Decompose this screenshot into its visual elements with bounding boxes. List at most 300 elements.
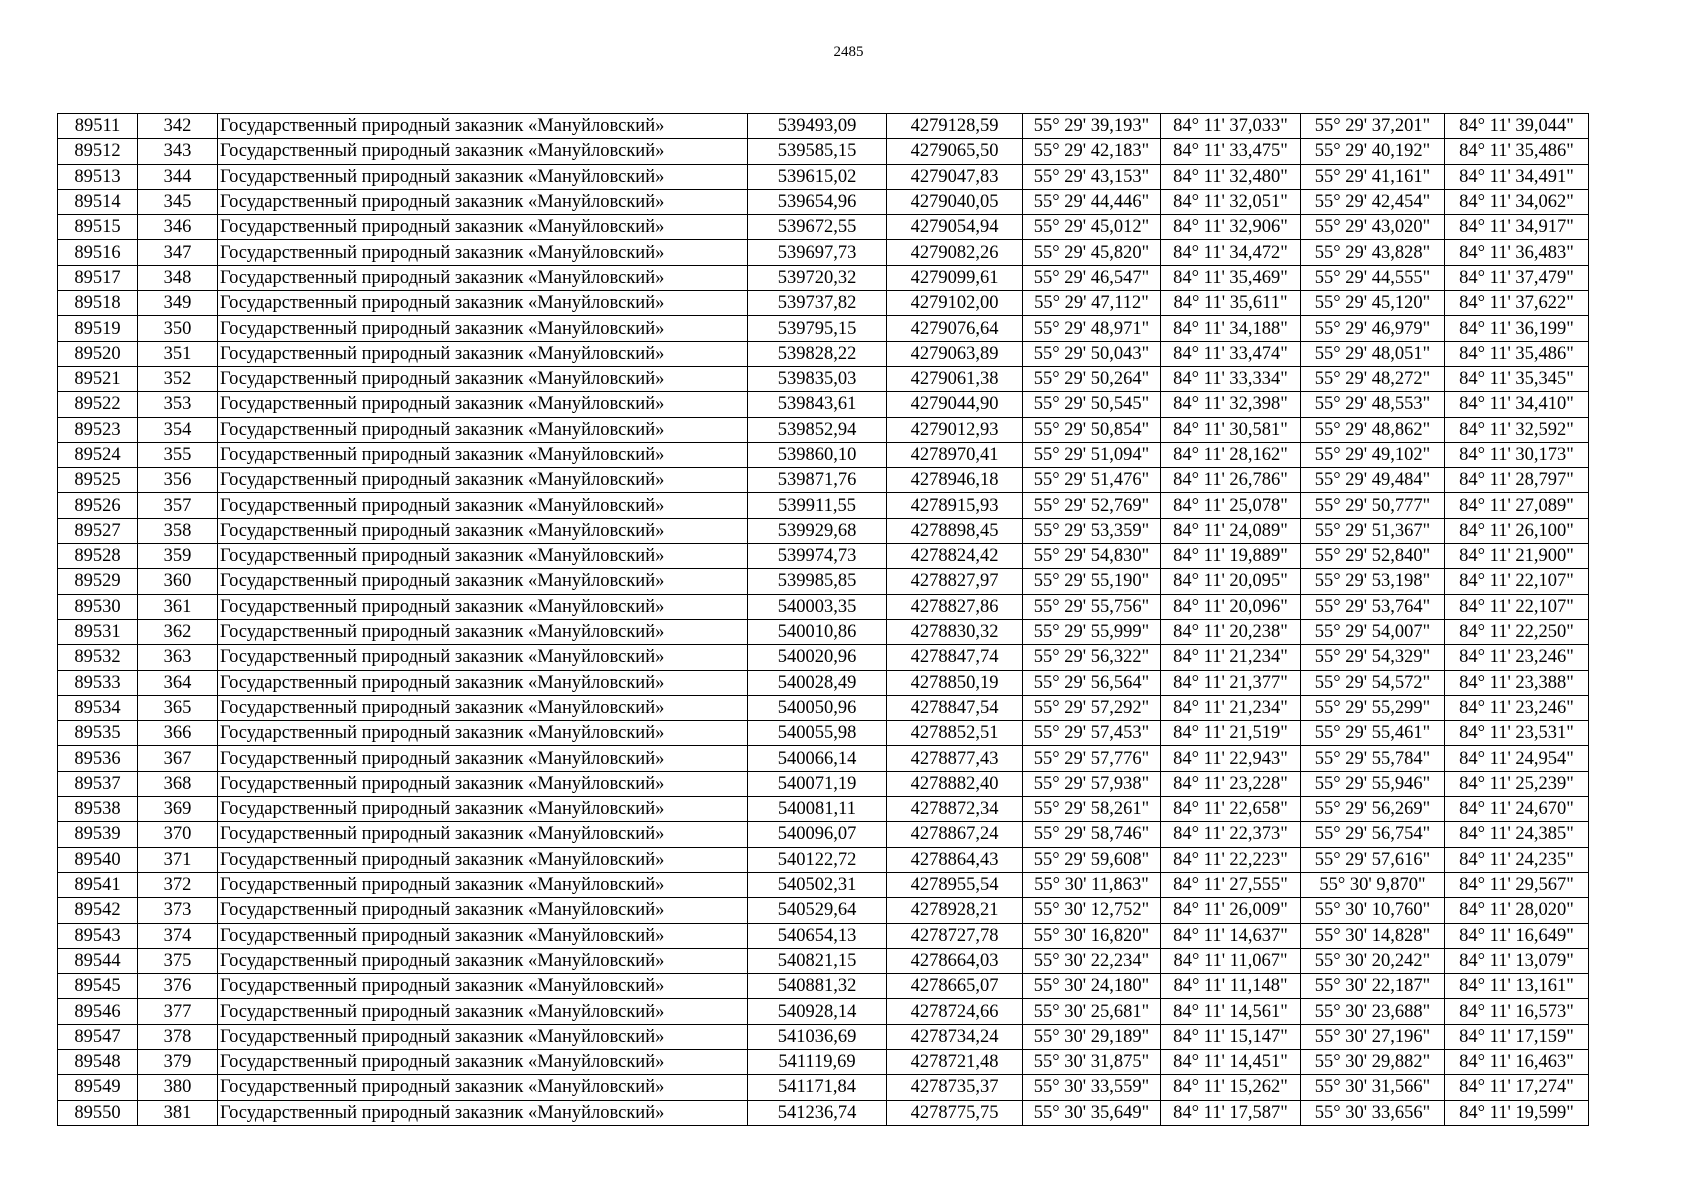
coord-x-cell: 539871,76 bbox=[748, 468, 887, 493]
row-number-cell: 89549 bbox=[58, 1075, 138, 1100]
coord-y-cell: 4279128,59 bbox=[887, 114, 1023, 139]
longitude-1-cell: 84° 11' 32,398" bbox=[1161, 392, 1301, 417]
longitude-1-cell: 84° 11' 37,033" bbox=[1161, 114, 1301, 139]
point-number-cell: 380 bbox=[138, 1075, 218, 1100]
row-number-cell: 89519 bbox=[58, 316, 138, 341]
table-row bbox=[58, 569, 1589, 594]
table-row bbox=[58, 544, 1589, 569]
table-row bbox=[58, 619, 1589, 644]
longitude-1-cell: 84° 11' 19,889" bbox=[1161, 544, 1301, 569]
table-row bbox=[58, 316, 1589, 341]
point-number-cell: 366 bbox=[138, 721, 218, 746]
latitude-1-cell: 55° 29' 46,547" bbox=[1023, 265, 1161, 290]
coord-y-cell: 4278970,41 bbox=[887, 442, 1023, 467]
latitude-2-cell: 55° 30' 31,566" bbox=[1301, 1075, 1445, 1100]
row-number-cell: 89527 bbox=[58, 518, 138, 543]
coord-x-cell: 541119,69 bbox=[748, 1049, 887, 1074]
table-row bbox=[58, 417, 1589, 442]
row-number-cell: 89520 bbox=[58, 341, 138, 366]
row-number-cell: 89511 bbox=[58, 114, 138, 139]
point-number-cell: 373 bbox=[138, 898, 218, 923]
point-number-cell: 357 bbox=[138, 493, 218, 518]
latitude-2-cell: 55° 29' 37,201" bbox=[1301, 114, 1445, 139]
longitude-2-cell: 84° 11' 34,491" bbox=[1445, 164, 1589, 189]
row-number-cell: 89536 bbox=[58, 746, 138, 771]
table-row bbox=[58, 139, 1589, 164]
latitude-1-cell: 55° 29' 55,190" bbox=[1023, 569, 1161, 594]
row-number-cell: 89546 bbox=[58, 999, 138, 1024]
longitude-1-cell: 84° 11' 15,262" bbox=[1161, 1075, 1301, 1100]
latitude-1-cell: 55° 30' 11,863" bbox=[1023, 872, 1161, 897]
table-row bbox=[58, 645, 1589, 670]
latitude-1-cell: 55° 29' 54,830" bbox=[1023, 544, 1161, 569]
longitude-1-cell: 84° 11' 33,474" bbox=[1161, 341, 1301, 366]
latitude-1-cell: 55° 30' 25,681" bbox=[1023, 999, 1161, 1024]
point-number-cell: 356 bbox=[138, 468, 218, 493]
territory-name-cell: Государственный природный заказник «Мануйловский» bbox=[218, 316, 748, 341]
territory-name-cell: Государственный природный заказник «Мануйловский» bbox=[218, 847, 748, 872]
point-number-cell: 368 bbox=[138, 771, 218, 796]
territory-name-cell: Государственный природный заказник «Мануйловский» bbox=[218, 594, 748, 619]
territory-name-cell: Государственный природный заказник «Мануйловский» bbox=[218, 518, 748, 543]
coord-x-cell: 540071,19 bbox=[748, 771, 887, 796]
coord-y-cell: 4278847,74 bbox=[887, 645, 1023, 670]
table-row bbox=[58, 291, 1589, 316]
point-number-cell: 375 bbox=[138, 948, 218, 973]
point-number-cell: 347 bbox=[138, 240, 218, 265]
point-number-cell: 377 bbox=[138, 999, 218, 1024]
row-number-cell: 89529 bbox=[58, 569, 138, 594]
row-number-cell: 89550 bbox=[58, 1100, 138, 1125]
table-row bbox=[58, 847, 1589, 872]
longitude-2-cell: 84° 11' 23,388" bbox=[1445, 670, 1589, 695]
longitude-2-cell: 84° 11' 35,345" bbox=[1445, 366, 1589, 391]
longitude-1-cell: 84° 11' 34,188" bbox=[1161, 316, 1301, 341]
point-number-cell: 376 bbox=[138, 974, 218, 999]
latitude-1-cell: 55° 30' 29,189" bbox=[1023, 1024, 1161, 1049]
longitude-2-cell: 84° 11' 17,274" bbox=[1445, 1075, 1589, 1100]
point-number-cell: 378 bbox=[138, 1024, 218, 1049]
longitude-1-cell: 84° 11' 11,067" bbox=[1161, 948, 1301, 973]
latitude-2-cell: 55° 29' 41,161" bbox=[1301, 164, 1445, 189]
table-row bbox=[58, 898, 1589, 923]
point-number-cell: 348 bbox=[138, 265, 218, 290]
latitude-1-cell: 55° 29' 55,999" bbox=[1023, 619, 1161, 644]
latitude-2-cell: 55° 30' 27,196" bbox=[1301, 1024, 1445, 1049]
longitude-2-cell: 84° 11' 23,246" bbox=[1445, 695, 1589, 720]
longitude-1-cell: 84° 11' 33,475" bbox=[1161, 139, 1301, 164]
coord-y-cell: 4278852,51 bbox=[887, 721, 1023, 746]
point-number-cell: 379 bbox=[138, 1049, 218, 1074]
longitude-2-cell: 84° 11' 37,622" bbox=[1445, 291, 1589, 316]
latitude-1-cell: 55° 29' 55,756" bbox=[1023, 594, 1161, 619]
longitude-2-cell: 84° 11' 16,463" bbox=[1445, 1049, 1589, 1074]
latitude-2-cell: 55° 29' 42,454" bbox=[1301, 189, 1445, 214]
latitude-2-cell: 55° 29' 48,051" bbox=[1301, 341, 1445, 366]
latitude-2-cell: 55° 29' 57,616" bbox=[1301, 847, 1445, 872]
coord-y-cell: 4278827,86 bbox=[887, 594, 1023, 619]
table-row bbox=[58, 215, 1589, 240]
coord-x-cell: 540502,31 bbox=[748, 872, 887, 897]
latitude-1-cell: 55° 29' 39,193" bbox=[1023, 114, 1161, 139]
longitude-1-cell: 84° 11' 28,162" bbox=[1161, 442, 1301, 467]
latitude-1-cell: 55° 29' 50,043" bbox=[1023, 341, 1161, 366]
territory-name-cell: Государственный природный заказник «Мануйловский» bbox=[218, 215, 748, 240]
row-number-cell: 89524 bbox=[58, 442, 138, 467]
latitude-1-cell: 55° 29' 50,264" bbox=[1023, 366, 1161, 391]
longitude-2-cell: 84° 11' 29,567" bbox=[1445, 872, 1589, 897]
territory-name-cell: Государственный природный заказник «Мануйловский» bbox=[218, 1075, 748, 1100]
territory-name-cell: Государственный природный заказник «Мануйловский» bbox=[218, 265, 748, 290]
table-body bbox=[58, 114, 1589, 1126]
latitude-1-cell: 55° 29' 50,545" bbox=[1023, 392, 1161, 417]
point-number-cell: 345 bbox=[138, 189, 218, 214]
coord-y-cell: 4279063,89 bbox=[887, 341, 1023, 366]
longitude-2-cell: 84° 11' 21,900" bbox=[1445, 544, 1589, 569]
latitude-2-cell: 55° 29' 48,272" bbox=[1301, 366, 1445, 391]
latitude-1-cell: 55° 30' 24,180" bbox=[1023, 974, 1161, 999]
row-number-cell: 89518 bbox=[58, 291, 138, 316]
longitude-1-cell: 84° 11' 23,228" bbox=[1161, 771, 1301, 796]
longitude-1-cell: 84° 11' 11,148" bbox=[1161, 974, 1301, 999]
territory-name-cell: Государственный природный заказник «Мануйловский» bbox=[218, 1049, 748, 1074]
longitude-2-cell: 84° 11' 36,483" bbox=[1445, 240, 1589, 265]
latitude-1-cell: 55° 29' 51,094" bbox=[1023, 442, 1161, 467]
point-number-cell: 358 bbox=[138, 518, 218, 543]
coord-x-cell: 540821,15 bbox=[748, 948, 887, 973]
point-number-cell: 344 bbox=[138, 164, 218, 189]
row-number-cell: 89542 bbox=[58, 898, 138, 923]
territory-name-cell: Государственный природный заказник «Мануйловский» bbox=[218, 139, 748, 164]
longitude-2-cell: 84° 11' 34,410" bbox=[1445, 392, 1589, 417]
coord-x-cell: 539654,96 bbox=[748, 189, 887, 214]
longitude-2-cell: 84° 11' 22,107" bbox=[1445, 594, 1589, 619]
longitude-2-cell: 84° 11' 19,599" bbox=[1445, 1100, 1589, 1125]
longitude-2-cell: 84° 11' 24,235" bbox=[1445, 847, 1589, 872]
longitude-2-cell: 84° 11' 24,954" bbox=[1445, 746, 1589, 771]
territory-name-cell: Государственный природный заказник «Мануйловский» bbox=[218, 1024, 748, 1049]
table-row bbox=[58, 1075, 1589, 1100]
latitude-2-cell: 55° 29' 44,555" bbox=[1301, 265, 1445, 290]
territory-name-cell: Государственный природный заказник «Мануйловский» bbox=[218, 923, 748, 948]
territory-name-cell: Государственный природный заказник «Мануйловский» bbox=[218, 291, 748, 316]
latitude-1-cell: 55° 29' 58,746" bbox=[1023, 822, 1161, 847]
coord-y-cell: 4278665,07 bbox=[887, 974, 1023, 999]
longitude-1-cell: 84° 11' 24,089" bbox=[1161, 518, 1301, 543]
territory-name-cell: Государственный природный заказник «Мануйловский» bbox=[218, 442, 748, 467]
table-row bbox=[58, 265, 1589, 290]
longitude-2-cell: 84° 11' 28,797" bbox=[1445, 468, 1589, 493]
point-number-cell: 369 bbox=[138, 797, 218, 822]
row-number-cell: 89523 bbox=[58, 417, 138, 442]
point-number-cell: 354 bbox=[138, 417, 218, 442]
point-number-cell: 370 bbox=[138, 822, 218, 847]
coord-y-cell: 4278827,97 bbox=[887, 569, 1023, 594]
table-row bbox=[58, 468, 1589, 493]
latitude-1-cell: 55° 29' 56,564" bbox=[1023, 670, 1161, 695]
coord-y-cell: 4278877,43 bbox=[887, 746, 1023, 771]
longitude-2-cell: 84° 11' 25,239" bbox=[1445, 771, 1589, 796]
longitude-1-cell: 84° 11' 14,561" bbox=[1161, 999, 1301, 1024]
coord-x-cell: 540881,32 bbox=[748, 974, 887, 999]
coord-y-cell: 4278955,54 bbox=[887, 872, 1023, 897]
longitude-1-cell: 84° 11' 17,587" bbox=[1161, 1100, 1301, 1125]
latitude-2-cell: 55° 29' 43,020" bbox=[1301, 215, 1445, 240]
coord-y-cell: 4278664,03 bbox=[887, 948, 1023, 973]
latitude-2-cell: 55° 29' 55,946" bbox=[1301, 771, 1445, 796]
territory-name-cell: Государственный природный заказник «Мануйловский» bbox=[218, 493, 748, 518]
longitude-2-cell: 84° 11' 30,173" bbox=[1445, 442, 1589, 467]
longitude-2-cell: 84° 11' 17,159" bbox=[1445, 1024, 1589, 1049]
latitude-1-cell: 55° 29' 56,322" bbox=[1023, 645, 1161, 670]
row-number-cell: 89528 bbox=[58, 544, 138, 569]
coord-y-cell: 4279047,83 bbox=[887, 164, 1023, 189]
coord-x-cell: 539720,32 bbox=[748, 265, 887, 290]
table-row bbox=[58, 366, 1589, 391]
latitude-2-cell: 55° 29' 54,329" bbox=[1301, 645, 1445, 670]
coord-x-cell: 540066,14 bbox=[748, 746, 887, 771]
point-number-cell: 364 bbox=[138, 670, 218, 695]
point-number-cell: 359 bbox=[138, 544, 218, 569]
latitude-2-cell: 55° 29' 48,862" bbox=[1301, 417, 1445, 442]
latitude-2-cell: 55° 29' 49,102" bbox=[1301, 442, 1445, 467]
latitude-1-cell: 55° 30' 33,559" bbox=[1023, 1075, 1161, 1100]
longitude-1-cell: 84° 11' 21,234" bbox=[1161, 695, 1301, 720]
row-number-cell: 89535 bbox=[58, 721, 138, 746]
latitude-1-cell: 55° 29' 57,453" bbox=[1023, 721, 1161, 746]
coord-y-cell: 4279102,00 bbox=[887, 291, 1023, 316]
point-number-cell: 363 bbox=[138, 645, 218, 670]
coord-x-cell: 539493,09 bbox=[748, 114, 887, 139]
territory-name-cell: Государственный природный заказник «Мануйловский» bbox=[218, 392, 748, 417]
row-number-cell: 89515 bbox=[58, 215, 138, 240]
row-number-cell: 89513 bbox=[58, 164, 138, 189]
table-row bbox=[58, 189, 1589, 214]
latitude-1-cell: 55° 29' 45,012" bbox=[1023, 215, 1161, 240]
latitude-1-cell: 55° 29' 51,476" bbox=[1023, 468, 1161, 493]
latitude-2-cell: 55° 30' 23,688" bbox=[1301, 999, 1445, 1024]
coord-y-cell: 4278946,18 bbox=[887, 468, 1023, 493]
latitude-2-cell: 55° 29' 53,764" bbox=[1301, 594, 1445, 619]
latitude-1-cell: 55° 29' 57,938" bbox=[1023, 771, 1161, 796]
longitude-1-cell: 84° 11' 33,334" bbox=[1161, 366, 1301, 391]
longitude-2-cell: 84° 11' 26,100" bbox=[1445, 518, 1589, 543]
longitude-1-cell: 84° 11' 14,637" bbox=[1161, 923, 1301, 948]
longitude-2-cell: 84° 11' 32,592" bbox=[1445, 417, 1589, 442]
longitude-1-cell: 84° 11' 26,786" bbox=[1161, 468, 1301, 493]
table-row bbox=[58, 797, 1589, 822]
longitude-1-cell: 84° 11' 21,519" bbox=[1161, 721, 1301, 746]
coord-y-cell: 4278847,54 bbox=[887, 695, 1023, 720]
point-number-cell: 365 bbox=[138, 695, 218, 720]
point-number-cell: 342 bbox=[138, 114, 218, 139]
latitude-1-cell: 55° 29' 47,112" bbox=[1023, 291, 1161, 316]
longitude-1-cell: 84° 11' 30,581" bbox=[1161, 417, 1301, 442]
point-number-cell: 349 bbox=[138, 291, 218, 316]
territory-name-cell: Государственный природный заказник «Мануйловский» bbox=[218, 695, 748, 720]
coord-y-cell: 4279044,90 bbox=[887, 392, 1023, 417]
longitude-1-cell: 84° 11' 22,373" bbox=[1161, 822, 1301, 847]
territory-name-cell: Государственный природный заказник «Мануйловский» bbox=[218, 670, 748, 695]
coord-x-cell: 540654,13 bbox=[748, 923, 887, 948]
coord-y-cell: 4279076,64 bbox=[887, 316, 1023, 341]
coord-x-cell: 539852,94 bbox=[748, 417, 887, 442]
coord-y-cell: 4279012,93 bbox=[887, 417, 1023, 442]
coord-x-cell: 539615,02 bbox=[748, 164, 887, 189]
longitude-1-cell: 84° 11' 22,658" bbox=[1161, 797, 1301, 822]
point-number-cell: 352 bbox=[138, 366, 218, 391]
longitude-2-cell: 84° 11' 13,161" bbox=[1445, 974, 1589, 999]
coord-y-cell: 4278830,32 bbox=[887, 619, 1023, 644]
point-number-cell: 371 bbox=[138, 847, 218, 872]
row-number-cell: 89521 bbox=[58, 366, 138, 391]
latitude-1-cell: 55° 30' 35,649" bbox=[1023, 1100, 1161, 1125]
row-number-cell: 89530 bbox=[58, 594, 138, 619]
coord-y-cell: 4278775,75 bbox=[887, 1100, 1023, 1125]
table-row bbox=[58, 164, 1589, 189]
latitude-1-cell: 55° 29' 44,446" bbox=[1023, 189, 1161, 214]
latitude-2-cell: 55° 30' 14,828" bbox=[1301, 923, 1445, 948]
point-number-cell: 351 bbox=[138, 341, 218, 366]
table-row bbox=[58, 442, 1589, 467]
coord-y-cell: 4279099,61 bbox=[887, 265, 1023, 290]
coord-x-cell: 541171,84 bbox=[748, 1075, 887, 1100]
latitude-2-cell: 55° 29' 56,269" bbox=[1301, 797, 1445, 822]
latitude-2-cell: 55° 29' 40,192" bbox=[1301, 139, 1445, 164]
longitude-2-cell: 84° 11' 27,089" bbox=[1445, 493, 1589, 518]
territory-name-cell: Государственный природный заказник «Мануйловский» bbox=[218, 341, 748, 366]
coord-y-cell: 4278864,43 bbox=[887, 847, 1023, 872]
latitude-1-cell: 55° 30' 31,875" bbox=[1023, 1049, 1161, 1074]
latitude-2-cell: 55° 29' 46,979" bbox=[1301, 316, 1445, 341]
latitude-2-cell: 55° 29' 45,120" bbox=[1301, 291, 1445, 316]
territory-name-cell: Государственный природный заказник «Мануйловский» bbox=[218, 797, 748, 822]
row-number-cell: 89517 bbox=[58, 265, 138, 290]
longitude-1-cell: 84° 11' 32,906" bbox=[1161, 215, 1301, 240]
coord-x-cell: 541036,69 bbox=[748, 1024, 887, 1049]
latitude-1-cell: 55° 29' 59,608" bbox=[1023, 847, 1161, 872]
latitude-1-cell: 55° 29' 43,153" bbox=[1023, 164, 1161, 189]
latitude-2-cell: 55° 30' 29,882" bbox=[1301, 1049, 1445, 1074]
longitude-1-cell: 84° 11' 27,555" bbox=[1161, 872, 1301, 897]
row-number-cell: 89543 bbox=[58, 923, 138, 948]
territory-name-cell: Государственный природный заказник «Мануйловский» bbox=[218, 822, 748, 847]
latitude-2-cell: 55° 29' 49,484" bbox=[1301, 468, 1445, 493]
row-number-cell: 89525 bbox=[58, 468, 138, 493]
table-row bbox=[58, 594, 1589, 619]
latitude-2-cell: 55° 29' 55,784" bbox=[1301, 746, 1445, 771]
point-number-cell: 360 bbox=[138, 569, 218, 594]
page-number: 2485 bbox=[833, 44, 864, 60]
latitude-1-cell: 55° 30' 12,752" bbox=[1023, 898, 1161, 923]
latitude-2-cell: 55° 30' 10,760" bbox=[1301, 898, 1445, 923]
territory-name-cell: Государственный природный заказник «Мануйловский» bbox=[218, 417, 748, 442]
territory-name-cell: Государственный природный заказник «Мануйловский» bbox=[218, 114, 748, 139]
table-row bbox=[58, 771, 1589, 796]
latitude-1-cell: 55° 29' 50,854" bbox=[1023, 417, 1161, 442]
longitude-1-cell: 84° 11' 21,377" bbox=[1161, 670, 1301, 695]
longitude-2-cell: 84° 11' 23,246" bbox=[1445, 645, 1589, 670]
latitude-1-cell: 55° 29' 52,769" bbox=[1023, 493, 1161, 518]
latitude-1-cell: 55° 29' 57,292" bbox=[1023, 695, 1161, 720]
row-number-cell: 89532 bbox=[58, 645, 138, 670]
point-number-cell: 367 bbox=[138, 746, 218, 771]
longitude-1-cell: 84° 11' 20,096" bbox=[1161, 594, 1301, 619]
coord-y-cell: 4279040,05 bbox=[887, 189, 1023, 214]
longitude-1-cell: 84° 11' 20,095" bbox=[1161, 569, 1301, 594]
territory-name-cell: Государственный природный заказник «Мануйловский» bbox=[218, 872, 748, 897]
row-number-cell: 89537 bbox=[58, 771, 138, 796]
coord-x-cell: 539835,03 bbox=[748, 366, 887, 391]
latitude-2-cell: 55° 29' 52,840" bbox=[1301, 544, 1445, 569]
territory-name-cell: Государственный природный заказник «Мануйловский» bbox=[218, 468, 748, 493]
coord-y-cell: 4278882,40 bbox=[887, 771, 1023, 796]
table-row bbox=[58, 392, 1589, 417]
point-number-cell: 350 bbox=[138, 316, 218, 341]
longitude-2-cell: 84° 11' 34,917" bbox=[1445, 215, 1589, 240]
latitude-2-cell: 55° 30' 22,187" bbox=[1301, 974, 1445, 999]
latitude-2-cell: 55° 30' 20,242" bbox=[1301, 948, 1445, 973]
longitude-2-cell: 84° 11' 35,486" bbox=[1445, 139, 1589, 164]
territory-name-cell: Государственный природный заказник «Мануйловский» bbox=[218, 974, 748, 999]
latitude-1-cell: 55° 29' 42,183" bbox=[1023, 139, 1161, 164]
table-row bbox=[58, 518, 1589, 543]
table-row bbox=[58, 721, 1589, 746]
latitude-2-cell: 55° 29' 53,198" bbox=[1301, 569, 1445, 594]
territory-name-cell: Государственный природный заказник «Мануйловский» bbox=[218, 771, 748, 796]
point-number-cell: 381 bbox=[138, 1100, 218, 1125]
latitude-2-cell: 55° 29' 56,754" bbox=[1301, 822, 1445, 847]
latitude-2-cell: 55° 29' 54,572" bbox=[1301, 670, 1445, 695]
territory-name-cell: Государственный природный заказник «Мануйловский» bbox=[218, 544, 748, 569]
coord-y-cell: 4278867,24 bbox=[887, 822, 1023, 847]
coord-x-cell: 540122,72 bbox=[748, 847, 887, 872]
coord-x-cell: 539860,10 bbox=[748, 442, 887, 467]
table-row bbox=[58, 974, 1589, 999]
point-number-cell: 343 bbox=[138, 139, 218, 164]
table-row bbox=[58, 1049, 1589, 1074]
longitude-1-cell: 84° 11' 14,451" bbox=[1161, 1049, 1301, 1074]
row-number-cell: 89545 bbox=[58, 974, 138, 999]
latitude-2-cell: 55° 29' 55,461" bbox=[1301, 721, 1445, 746]
longitude-1-cell: 84° 11' 34,472" bbox=[1161, 240, 1301, 265]
longitude-1-cell: 84° 11' 15,147" bbox=[1161, 1024, 1301, 1049]
table-row bbox=[58, 670, 1589, 695]
longitude-1-cell: 84° 11' 22,943" bbox=[1161, 746, 1301, 771]
table-row bbox=[58, 114, 1589, 139]
latitude-2-cell: 55° 29' 55,299" bbox=[1301, 695, 1445, 720]
row-number-cell: 89539 bbox=[58, 822, 138, 847]
latitude-2-cell: 55° 30' 9,870" bbox=[1301, 872, 1445, 897]
table-row bbox=[58, 822, 1589, 847]
row-number-cell: 89533 bbox=[58, 670, 138, 695]
longitude-2-cell: 84° 11' 24,670" bbox=[1445, 797, 1589, 822]
row-number-cell: 89548 bbox=[58, 1049, 138, 1074]
longitude-2-cell: 84° 11' 34,062" bbox=[1445, 189, 1589, 214]
coord-x-cell: 539672,55 bbox=[748, 215, 887, 240]
longitude-2-cell: 84° 11' 16,573" bbox=[1445, 999, 1589, 1024]
longitude-2-cell: 84° 11' 22,250" bbox=[1445, 619, 1589, 644]
latitude-1-cell: 55° 29' 53,359" bbox=[1023, 518, 1161, 543]
latitude-1-cell: 55° 30' 16,820" bbox=[1023, 923, 1161, 948]
coord-x-cell: 539929,68 bbox=[748, 518, 887, 543]
longitude-2-cell: 84° 11' 39,044" bbox=[1445, 114, 1589, 139]
row-number-cell: 89514 bbox=[58, 189, 138, 214]
longitude-1-cell: 84° 11' 35,469" bbox=[1161, 265, 1301, 290]
table-row bbox=[58, 695, 1589, 720]
coord-y-cell: 4278872,34 bbox=[887, 797, 1023, 822]
territory-name-cell: Государственный природный заказник «Мануйловский» bbox=[218, 898, 748, 923]
